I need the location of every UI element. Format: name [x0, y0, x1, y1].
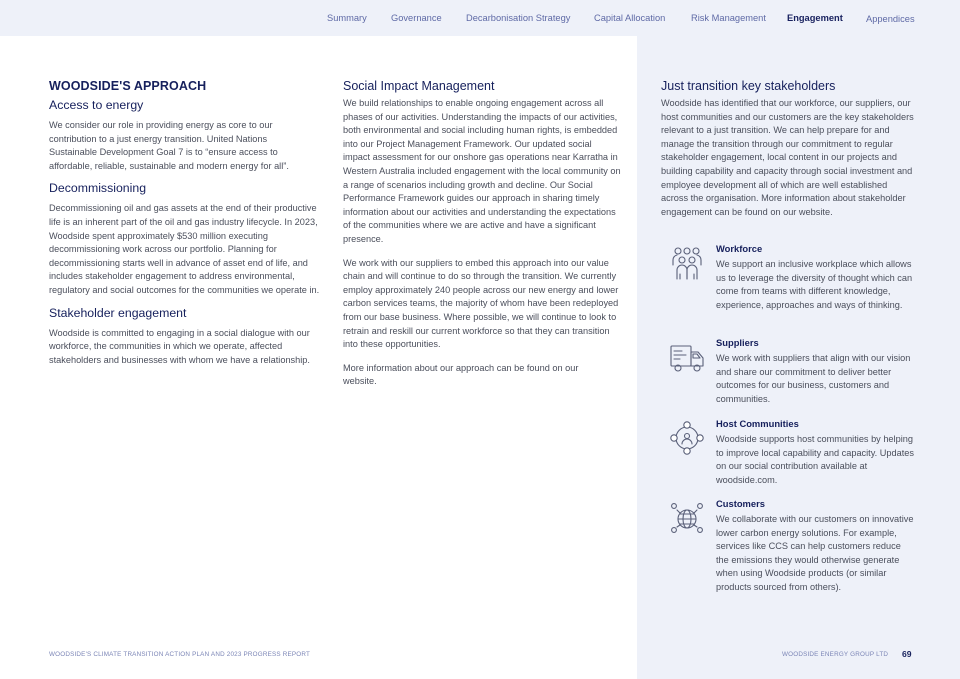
nav-decarbonisation-strategy[interactable]: Decarbonisation Strategy — [466, 13, 571, 23]
just-transition-heading: Just transition key stakeholders — [661, 79, 836, 93]
top-navigation — [0, 0, 960, 36]
nav-engagement[interactable]: Engagement — [787, 13, 843, 23]
globe-people-icon — [669, 500, 705, 536]
truck-icon — [669, 339, 705, 375]
nav-risk-management[interactable]: Risk Management — [691, 13, 766, 23]
host-communities-text: Woodside supports host communities by helping to improve local capability and capacity. Updates on our social contribution available at woodside.com. — [716, 434, 914, 485]
workforce-icon — [669, 245, 705, 281]
nav-summary[interactable]: Summary — [327, 13, 367, 23]
host-communities-title: Host Communities — [716, 418, 799, 429]
nav-capital-allocation[interactable]: Capital Allocation — [594, 13, 666, 23]
social-impact-heading: Social Impact Management — [343, 79, 495, 93]
nav-governance[interactable]: Governance — [391, 13, 442, 23]
suppliers-text: We work with suppliers that align with our vision and share our commitment to deliver better outcomes for our business, customers and communities. — [716, 353, 911, 404]
just-transition-column — [661, 79, 916, 219]
customers-text: We collaborate with our customers on innovative lower carbon energy solutions. For example, services like CCS can help customers reduce the emissions they would otherwise generate when using Woodside products (or similar products sourced from others). — [716, 514, 914, 592]
footer-report-title: WOODSIDE'S CLIMATE TRANSITION ACTION PLAN AND 2023 PROGRESS REPORT — [49, 651, 311, 658]
social-impact-para-3: More information about our approach can be found on our website. — [343, 362, 579, 387]
woodside-approach-column — [49, 79, 329, 367]
social-impact-para-1: We build relationships to enable ongoing engagement across all phases of our activities. Understanding the impacts of our activities, both environmental and social including human rights, is embedded into our Project Management Framework. Our updated social impact assessment for our onshore gas operations near Karratha in Western Australia included engagement with the local community on a range of scenarios including growth and decline. Our Social Performance Framework guides our approach in sharing timely information about our activities and understanding the expectations of the communities where we are active and have a significant presence. — [343, 98, 621, 244]
access-to-energy-text: We consider our role in providing energy as core to our contribution to a just energy transition. United Nations Sustainable Development Goal 7 is to “ensure access to affordable, reliable, sustainable and modern energy for all”. — [49, 120, 289, 171]
section-kicker: WOODSIDE'S APPROACH — [49, 79, 207, 93]
footer-company: WOODSIDE ENERGY GROUP LTD — [782, 651, 889, 658]
workforce-title: Workforce — [716, 243, 763, 254]
nav-appendices[interactable]: Appendices — [866, 14, 915, 24]
social-impact-column — [343, 79, 621, 389]
suppliers-title: Suppliers — [716, 337, 759, 348]
social-impact-para-2: We work with our suppliers to embed this approach into our value chain and will continue to do so through the transition. We currently employ approximately 240 people across our new energy and lower carbon services teams, the majority of whom have been redeployed from our base business. Where possible, we will continue to look to retrain and reskill our current workforce so that they can transition into these opportunities. — [343, 257, 619, 350]
just-transition-intro: Woodside has identified that our workforce, our suppliers, our host communities and our customers are the key stakeholders relevant to a just transition. We can help prepare for and manage the transition through our commitment to regular stakeholder engagement, local content in our projects and building capability and capacity through social investment and employee development all of which are well established across the organisation. More information about stakeholder engagement can be found on our website. — [661, 98, 914, 217]
page-number: 69 — [902, 649, 912, 659]
community-circle-icon — [669, 420, 705, 456]
customers-title: Customers — [716, 498, 765, 509]
stakeholder-engagement-heading: Stakeholder engagement — [49, 305, 187, 320]
workforce-text: We support an inclusive workplace which allows us to leverage the diversity of thought which can come from teams with different knowledge, experience, approaches and ways of thinking. — [716, 259, 913, 310]
access-to-energy-heading: Access to energy — [49, 98, 144, 112]
decommissioning-heading: Decommissioning — [49, 181, 147, 196]
stakeholder-engagement-text: Woodside is committed to engaging in a social dialogue with our workforce, the communities in which we operate, affected stakeholders and businesses with whom we have a relationship. — [49, 327, 310, 365]
decommissioning-text: Decommissioning oil and gas assets at the end of their productive life is an inherent part of the oil and gas industry lifecycle. In 2023, Woodside spent approximately $530 million executing decommissioning work across our portfolio. Planning for decommissioning starts well in advance of asset end of life, and includes stakeholder engagement to address environmental, regulatory and social outcomes for the communities we operate in. — [49, 203, 320, 295]
